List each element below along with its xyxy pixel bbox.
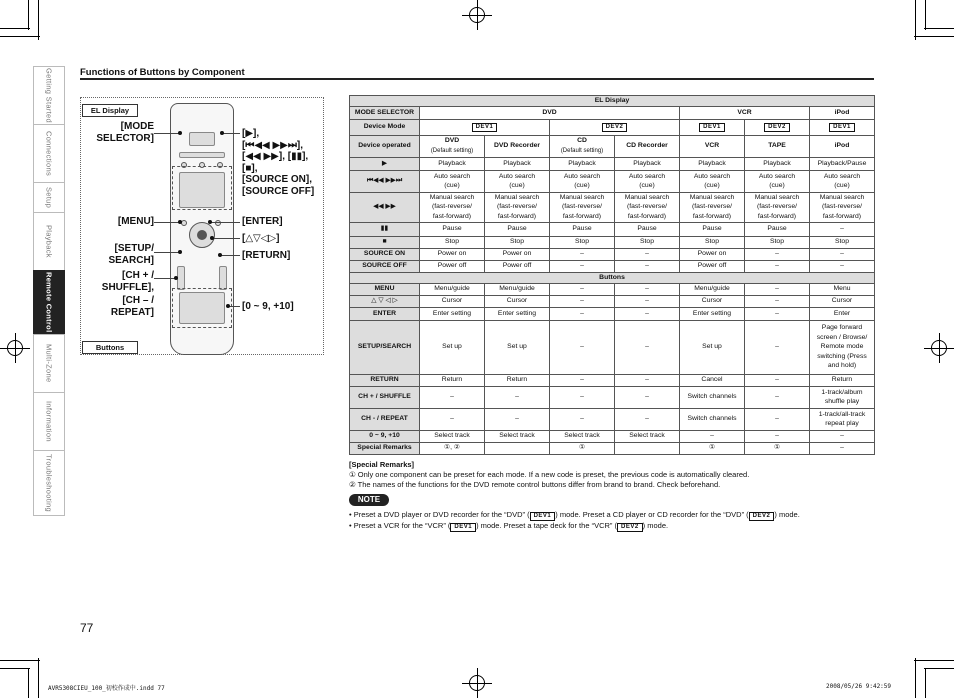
table-row	[350, 386, 875, 408]
device-operated-header: Device operated	[350, 135, 420, 157]
crop-mark	[0, 28, 30, 29]
row-label: ■	[350, 236, 420, 248]
remarks-title: [Special Remarks]	[349, 460, 415, 469]
table-cell: –	[745, 260, 810, 272]
table-cell: Manual search (fast-reverse/ fast-forward)	[550, 192, 615, 222]
table-row	[350, 320, 875, 374]
device-cd-recorder: CD Recorder	[615, 135, 680, 157]
table-cell: –	[550, 320, 615, 374]
table-cell: Auto search (cue)	[615, 170, 680, 192]
table-cell: Pause	[485, 222, 550, 236]
crop-mark	[0, 668, 30, 669]
dev2-badge: DEV2	[617, 523, 643, 532]
row-label: ◀◀ ▶▶	[350, 192, 420, 222]
el-display-region	[172, 166, 232, 210]
table-cell: –	[745, 283, 810, 295]
table-cell: –	[550, 260, 615, 272]
table-cell: –	[680, 430, 745, 442]
row-label: △ ▽ ◁ ▷	[350, 295, 420, 307]
dev1-badge: DEV1	[472, 123, 498, 132]
table-cell: –	[550, 248, 615, 260]
buttons-tag: Buttons	[82, 341, 138, 354]
table-cell: Auto search (cue)	[485, 170, 550, 192]
table-cell: Select track	[615, 430, 680, 442]
label-setup-search: [SETUP/ SEARCH]	[108, 243, 154, 266]
table-cell: Playback/Pause	[810, 157, 875, 170]
table-cell: Auto search (cue)	[745, 170, 810, 192]
table-cell: –	[810, 248, 875, 260]
notes	[349, 510, 879, 532]
table-cell: Cursor	[485, 295, 550, 307]
table-cell: –	[615, 248, 680, 260]
table-cell: ①	[550, 442, 615, 454]
tab-setup[interactable]: Setup	[33, 182, 65, 212]
table-cell: Manual search (fast-reverse/ fast-forward)	[485, 192, 550, 222]
table-cell: Power on	[680, 248, 745, 260]
table-cell: Select track	[485, 430, 550, 442]
table-cell: ①, ②	[420, 442, 485, 454]
table-cell: Auto search (cue)	[810, 170, 875, 192]
table-row	[350, 236, 875, 248]
row-label: ▶	[350, 157, 420, 170]
label-ch-plus: [CH + / SHUFFLE],	[101, 270, 154, 293]
table-cell: Playback	[745, 157, 810, 170]
table-cell: Auto search (cue)	[550, 170, 615, 192]
registration-mark	[462, 668, 492, 698]
table-cell: Stop	[680, 236, 745, 248]
table-cell: –	[810, 430, 875, 442]
dev2-badge: DEV2	[602, 123, 628, 132]
table-cell: Playback	[420, 157, 485, 170]
table-cell: Set up	[420, 320, 485, 374]
footer-file: AVR5308CIEU_100_初校作成中.indd 77	[48, 685, 165, 692]
buttons-rows	[350, 283, 875, 454]
table-cell: –	[550, 283, 615, 295]
section-rule	[80, 78, 874, 80]
table-cell: Stop	[615, 236, 680, 248]
row-label: SOURCE OFF	[350, 260, 420, 272]
remark-1: ① Only one component can be preset for each mode. If a new code is preset, the previous code is automatically cleared.	[349, 470, 750, 479]
function-table	[349, 95, 875, 455]
row-label: RETURN	[350, 374, 420, 386]
table-cell: Enter setting	[420, 307, 485, 320]
crop-mark	[924, 668, 954, 669]
table-row	[350, 170, 875, 192]
table-cell: –	[550, 386, 615, 408]
tab-troubleshooting[interactable]: Troubleshooting	[33, 450, 65, 516]
section-title: Functions of Buttons by Component	[80, 67, 245, 78]
tab-remote-control[interactable]: Remote Control	[33, 270, 65, 334]
table-cell: Menu/guide	[420, 283, 485, 295]
row-label: CH + / SHUFFLE	[350, 386, 420, 408]
table-cell	[615, 442, 680, 454]
table-row	[350, 222, 875, 236]
device-ipod: iPod	[810, 135, 875, 157]
label-return: [RETURN]	[242, 250, 291, 261]
device-tape: TAPE	[745, 135, 810, 157]
table-cell: Stop	[810, 236, 875, 248]
crop-mark	[914, 660, 954, 661]
table-row	[350, 430, 875, 442]
note-2: • Preset a VCR for the “VCR” ( DEV1 ) mode. Preset a tape deck for the “VCR” ( DEV2 ) mode.	[349, 521, 669, 530]
table-row	[350, 248, 875, 260]
table-cell: Menu/guide	[680, 283, 745, 295]
row-label: SETUP/SEARCH	[350, 320, 420, 374]
table-cell: –	[550, 295, 615, 307]
dev1-badge: DEV1	[829, 123, 855, 132]
table-cell: Playback	[680, 157, 745, 170]
dev1-badge: DEV1	[450, 523, 476, 532]
table-cell: Manual search (fast-reverse/ fast-forward)	[615, 192, 680, 222]
table-cell: Select track	[550, 430, 615, 442]
table-cell: Menu/guide	[485, 283, 550, 295]
table-row	[350, 157, 875, 170]
row-label: ENTER	[350, 307, 420, 320]
table-cell	[485, 442, 550, 454]
label-ch-minus: [CH – / REPEAT]	[110, 295, 154, 318]
row-label: CH - / REPEAT	[350, 408, 420, 430]
table-cell: Pause	[680, 222, 745, 236]
device-dvd: DVD	[444, 137, 460, 144]
table-cell: Pause	[615, 222, 680, 236]
mode-dvd: DVD	[420, 106, 680, 119]
dev2-badge: DEV2	[749, 512, 775, 521]
table-cell: Return	[810, 374, 875, 386]
tab-getting-started[interactable]: Getting Started	[33, 66, 65, 124]
table-cell: Power on	[485, 248, 550, 260]
table-row	[350, 408, 875, 430]
row-label: Special Remarks	[350, 442, 420, 454]
buttons-region	[172, 288, 232, 328]
table-cell: –	[810, 442, 875, 454]
note-label: NOTE	[349, 494, 389, 506]
table-cell: Enter setting	[680, 307, 745, 320]
label-digits: [0 ~ 9, +10]	[242, 301, 294, 312]
table-cell: Cancel	[680, 374, 745, 386]
tab-multi-zone[interactable]: Multi-Zone	[33, 334, 65, 392]
table-cell: –	[615, 374, 680, 386]
table-cell: Pause	[550, 222, 615, 236]
table-cell: Switch channels	[680, 386, 745, 408]
table-cell: –	[810, 222, 875, 236]
table-cell: Power off	[680, 260, 745, 272]
table-cell: –	[615, 320, 680, 374]
table-cell: Enter setting	[485, 307, 550, 320]
table-row	[350, 374, 875, 386]
table-row	[350, 192, 875, 222]
table-cell: –	[420, 386, 485, 408]
crop-mark	[0, 36, 40, 37]
table-cell: –	[615, 307, 680, 320]
table-cell: Return	[485, 374, 550, 386]
table-cell: –	[745, 430, 810, 442]
dev1-badge: DEV1	[530, 512, 556, 521]
table-cell: ①	[745, 442, 810, 454]
label-cursor: [△▽◁▷]	[242, 233, 280, 244]
table-cell: Playback	[550, 157, 615, 170]
crop-mark	[925, 0, 926, 30]
table-cell: –	[485, 386, 550, 408]
table-cell: –	[550, 307, 615, 320]
el-display-tag: EL Display	[82, 104, 138, 117]
tab-information[interactable]: Information	[33, 392, 65, 450]
table-cell: 1-track/all-track repeat play	[810, 408, 875, 430]
chapter-tabs	[33, 66, 65, 516]
registration-mark	[462, 0, 492, 30]
el-display-header: EL Display	[350, 96, 875, 107]
table-cell: Select track	[420, 430, 485, 442]
table-cell: Menu	[810, 283, 875, 295]
device-mode-header: Device Mode	[350, 119, 420, 135]
buttons-header: Buttons	[350, 272, 875, 283]
table-cell: –	[615, 260, 680, 272]
device-cd-sub: (Default setting)	[560, 147, 604, 154]
row-label: SOURCE ON	[350, 248, 420, 260]
table-cell: Manual search (fast-reverse/ fast-forward)	[810, 192, 875, 222]
footer-date: 2008/05/26 9:42:59	[826, 683, 892, 690]
device-vcr: VCR	[680, 135, 745, 157]
table-cell: Pause	[420, 222, 485, 236]
crop-mark	[915, 0, 916, 40]
table-cell: Auto search (cue)	[680, 170, 745, 192]
tab-connections[interactable]: Connections	[33, 124, 65, 182]
table-cell: Manual search (fast-reverse/ fast-forward)	[680, 192, 745, 222]
table-cell: –	[420, 408, 485, 430]
table-cell: Set up	[485, 320, 550, 374]
table-cell: –	[810, 260, 875, 272]
crop-mark	[914, 36, 954, 37]
table-cell: Power off	[420, 260, 485, 272]
note-1: • Preset a DVD player or DVD recorder for the “DVD” ( DEV1 ) mode. Preset a CD player or CD recorder for the “DVD” ( DEV2 ) mode.	[349, 510, 800, 519]
registration-mark	[0, 333, 30, 363]
table-cell: –	[745, 408, 810, 430]
table-cell: Playback	[485, 157, 550, 170]
crop-mark	[28, 668, 29, 698]
table-cell: –	[615, 283, 680, 295]
row-label: 0 ~ 9, +10	[350, 430, 420, 442]
remark-2: ② The names of the functions for the DVD remote control buttons differ from brand to brand. Check beforehand.	[349, 480, 721, 489]
table-row	[350, 283, 875, 295]
label-transport-buttons: [▶], [⏮◀◀ ▶▶⏭], [◀◀ ▶▶], [▮▮], [■], [SOURCE ON], [SOURCE OFF]	[242, 128, 315, 197]
table-cell: Enter	[810, 307, 875, 320]
label-enter: [ENTER]	[242, 216, 283, 227]
table-cell: –	[745, 248, 810, 260]
table-row	[350, 295, 875, 307]
table-cell: –	[615, 408, 680, 430]
table-cell: Stop	[420, 236, 485, 248]
table-cell: Page forward screen / Browse/ Remote mode switching (Press and hold)	[810, 320, 875, 374]
table-cell: Manual search (fast-reverse/ fast-forward)	[420, 192, 485, 222]
table-row	[350, 307, 875, 320]
table-cell: –	[745, 374, 810, 386]
table-cell: –	[745, 320, 810, 374]
tab-playback[interactable]: Playback	[33, 212, 65, 270]
mode-ipod: iPod	[810, 106, 875, 119]
table-cell: Cursor	[810, 295, 875, 307]
crop-mark	[38, 0, 39, 40]
label-mode-selector: [MODE SELECTOR]	[96, 121, 154, 144]
table-row	[350, 442, 875, 454]
mode-selector-header: MODE SELECTOR	[350, 106, 420, 119]
table-cell: Cursor	[420, 295, 485, 307]
table-cell: –	[485, 408, 550, 430]
table-cell: Playback	[615, 157, 680, 170]
dev1-badge: DEV1	[699, 123, 725, 132]
device-cd: CD	[577, 137, 587, 144]
table-cell: –	[615, 386, 680, 408]
table-cell: Stop	[550, 236, 615, 248]
crop-mark	[915, 658, 916, 698]
label-menu: [MENU]	[117, 216, 154, 227]
table-cell: Pause	[745, 222, 810, 236]
crop-mark	[0, 660, 40, 661]
crop-mark	[28, 0, 29, 30]
table-cell: Cursor	[680, 295, 745, 307]
table-row	[350, 260, 875, 272]
table-cell: ①	[680, 442, 745, 454]
table-cell: 1-track/album shuffle play	[810, 386, 875, 408]
table-cell: Power off	[485, 260, 550, 272]
table-cell: –	[745, 295, 810, 307]
table-cell: –	[745, 386, 810, 408]
device-dvd-recorder: DVD Recorder	[485, 135, 550, 157]
table-cell: –	[550, 408, 615, 430]
table-cell: Set up	[680, 320, 745, 374]
table-cell: –	[615, 295, 680, 307]
table-cell: Switch channels	[680, 408, 745, 430]
table-cell: –	[550, 374, 615, 386]
table-cell: Return	[420, 374, 485, 386]
table-cell: Manual search (fast-reverse/ fast-forward)	[745, 192, 810, 222]
registration-mark	[924, 333, 954, 363]
row-label: ▮▮	[350, 222, 420, 236]
dev2-badge: DEV2	[764, 123, 790, 132]
special-remarks	[349, 460, 874, 490]
table-cell: Auto search (cue)	[420, 170, 485, 192]
crop-mark	[924, 28, 954, 29]
table-cell: Power on	[420, 248, 485, 260]
row-label: MENU	[350, 283, 420, 295]
mode-vcr: VCR	[680, 106, 810, 119]
crop-mark	[925, 668, 926, 698]
device-dvd-sub: (Default setting)	[430, 147, 474, 154]
page-number: 77	[80, 621, 94, 635]
table-cell: –	[745, 307, 810, 320]
row-label: ⏮◀◀ ▶▶⏭	[350, 170, 420, 192]
crop-mark	[38, 658, 39, 698]
table-cell: Stop	[485, 236, 550, 248]
el-display-rows	[350, 157, 875, 272]
table-cell: Stop	[745, 236, 810, 248]
